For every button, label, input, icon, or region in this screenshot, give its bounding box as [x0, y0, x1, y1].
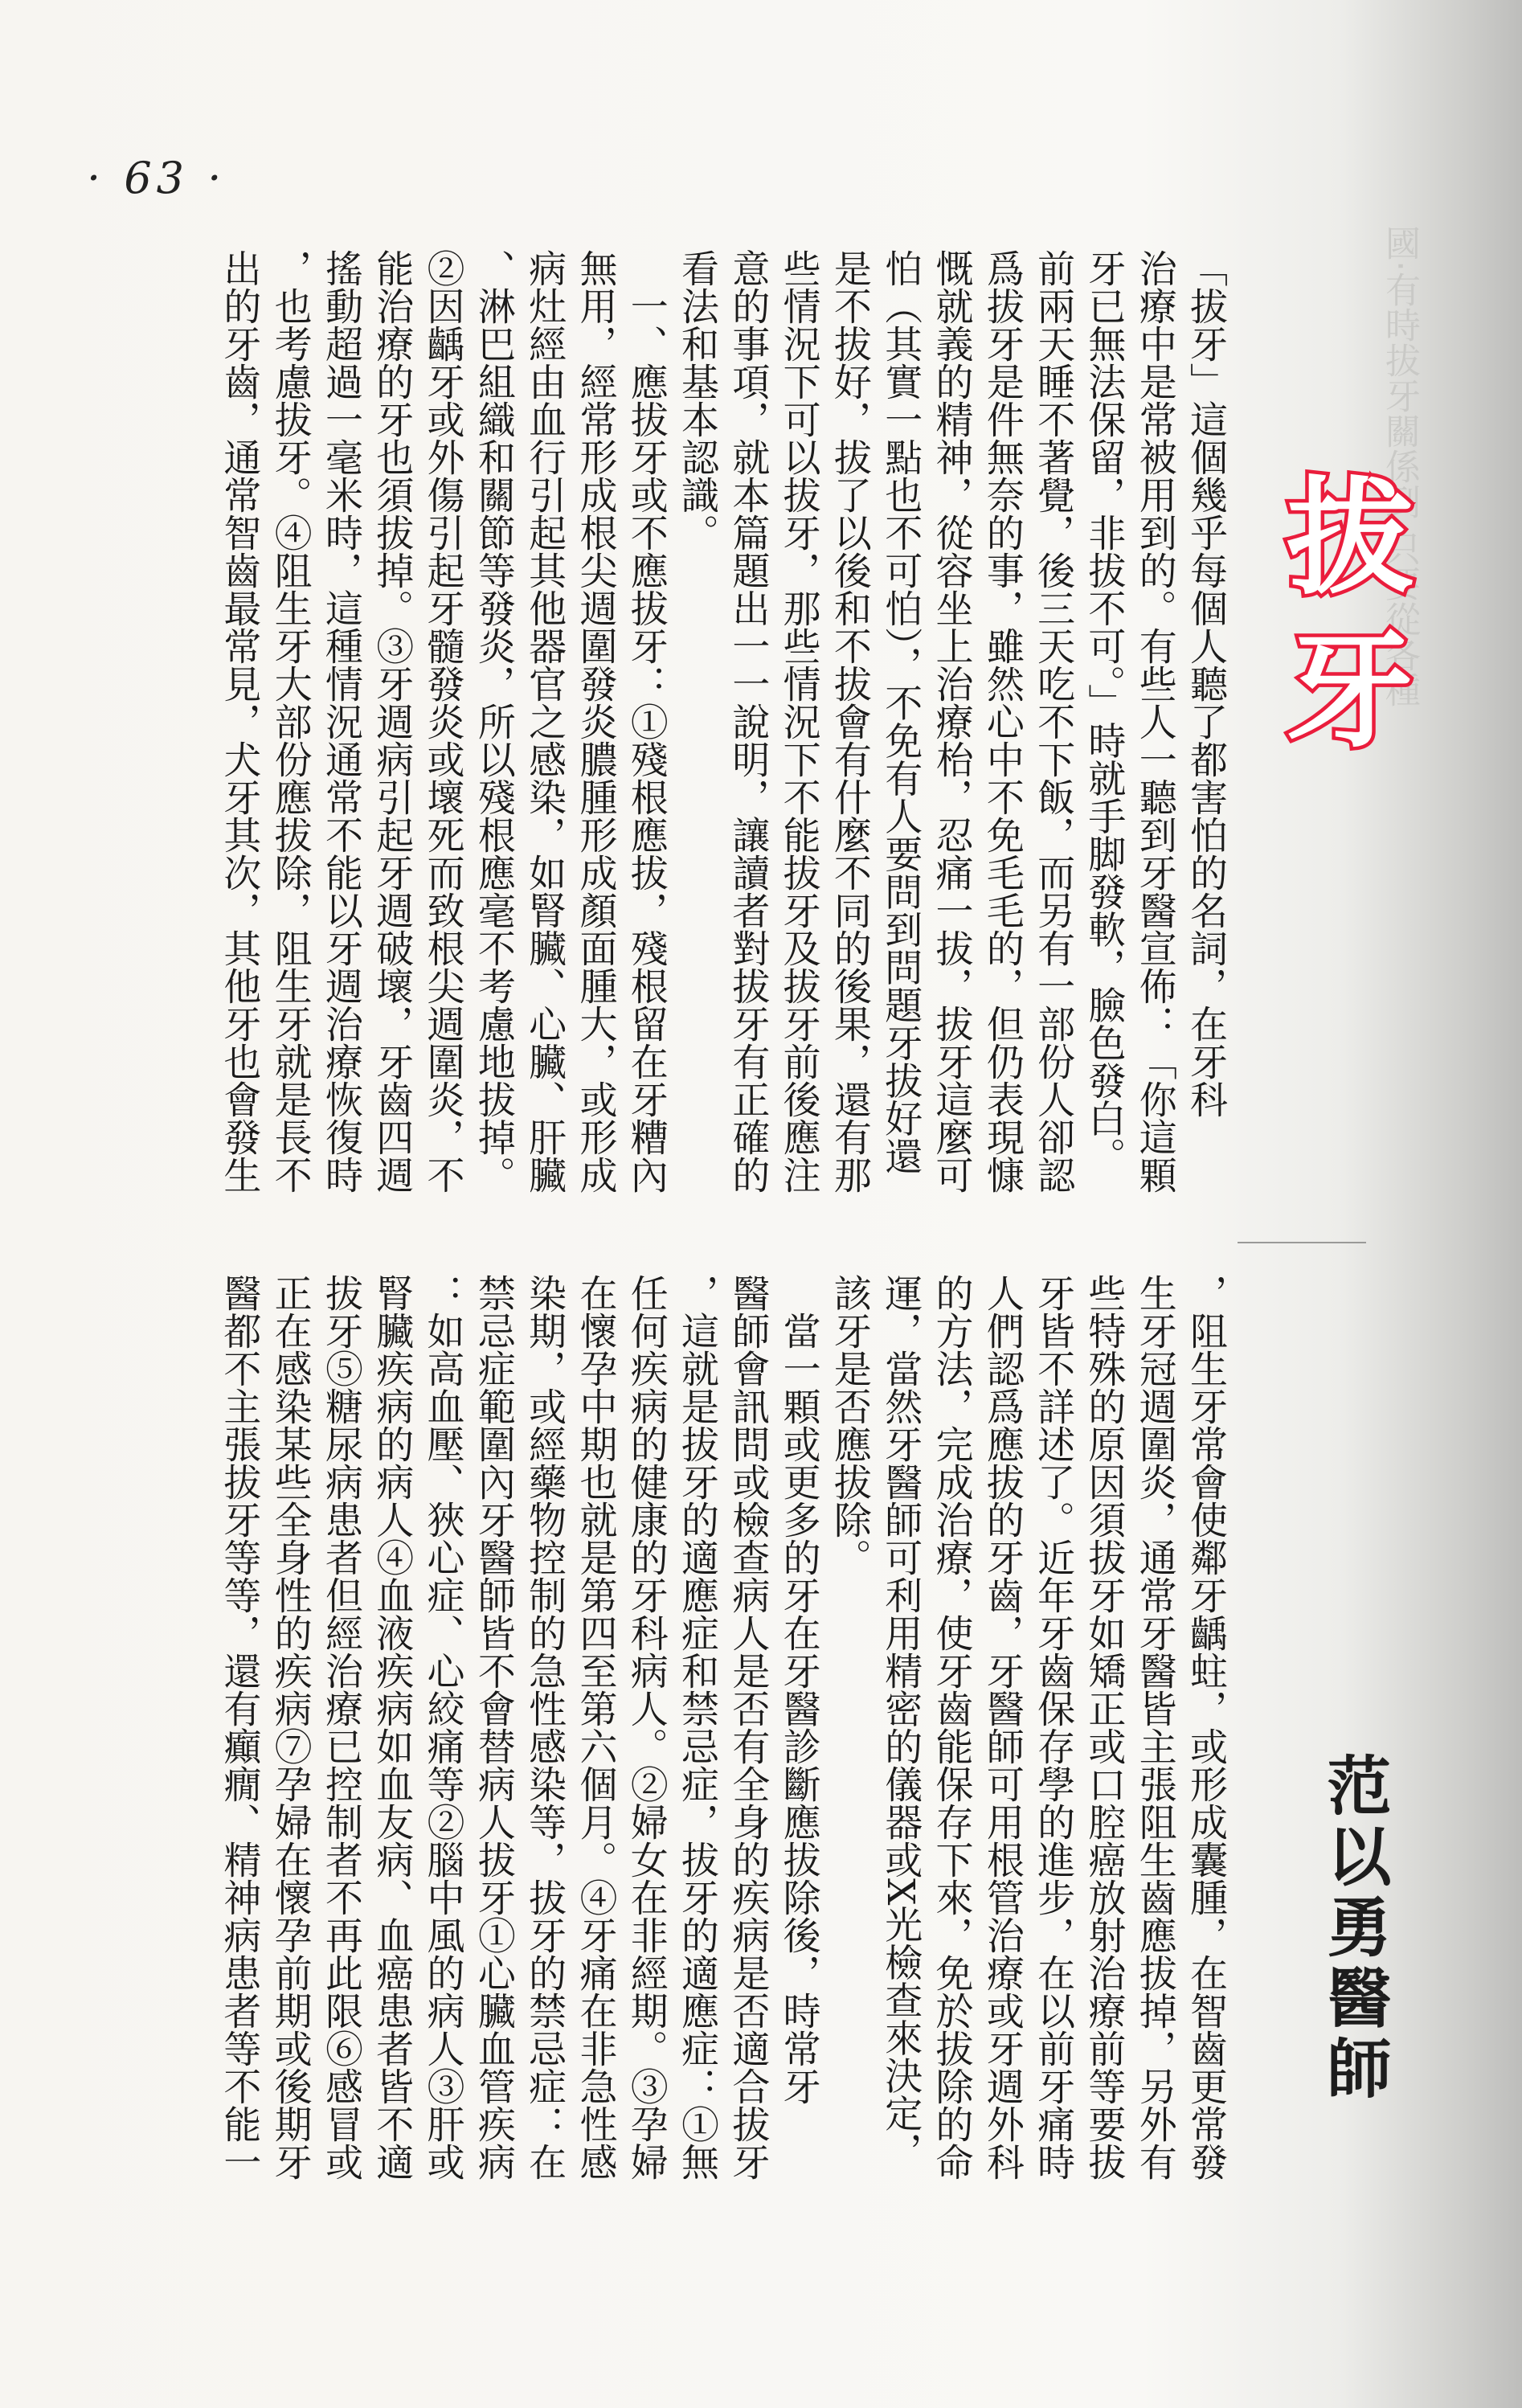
article-title-char-1: 拔: [1287, 464, 1414, 612]
author-name: 范以勇醫師: [1316, 1752, 1392, 2106]
section-divider: [1238, 1242, 1366, 1243]
article-title-char-2: 牙: [1287, 616, 1414, 765]
page-number: · 63 ·: [87, 153, 227, 203]
article-body-upper: 「拔牙」這個幾乎每個人聽了都害怕的名詞，在牙科 治療中是常被用到的。有些人一聽到牙醫宣佈：「你這顆 牙已無法保留，非拔不可。」時就手脚發軟，臉色發白。 前兩天睡不著覺，後三天吃不下飯，而另有一部份人卻認 爲拔牙是件無奈的事，雖然心中不免毛毛的，但仍表現慷 慨就義的精神，從容坐上治療枱，忍痛一拔，拔牙這麼可 怕（其實一點也不可怕），不免有人要問到問題牙拔好還 是不拔好，拔了以後和不拔會有什麼不同的後果，還有那 些情況下可以拔牙，那些情況下不能拔牙及拔牙前後應注 意的事項，就本篇題出一一說明，讓讀者對拔牙有正確的 看法和基本認識。 一、應拔牙或不應拔牙：①殘根應拔，殘根留在牙糟內 無用，經常形成根尖週圍發炎膿腫形成顏面腫大，或形成 病灶經由血行引起其他器官之感染，如腎臟、心臟、肝臟 、淋巴組織和關節等發炎，所以殘根應毫不考慮地拔掉。 ②因齲牙或外傷引起牙髓發炎或壞死而致根尖週圍炎，不 能治療的牙也須拔掉。③牙週病引起牙週破壞，牙齒四週 搖動超過一毫米時，這種情況通常不能以牙週治療恢復時 ，也考慮拔牙。④阻生牙大部份應拔除，阻生牙就是長不 出的牙齒，通常智齒最常見，犬牙其次，其他牙也會發生: [217, 249, 1228, 1194]
bleed-through-text: 國‧有時拔牙關係到‧只要從各種: [1379, 225, 1420, 707]
article-body-lower: ，阻生牙常會使鄰牙齲蛀，或形成囊腫，在智齒更常發 生牙冠週圍炎，通常牙醫皆主張阻生齒應拔掉，另外有 些特殊的原因須拔牙如矯正或口腔癌放射治療前等要拔 牙皆不詳述了。近年牙齒保存學的進步，在以前牙痛時 人們認爲應拔的牙齒，牙醫師可用根管治療或牙週外科 的方法，完成治療，使牙齒能保存下來，免於拔除的命 運，當然牙醫師可利用精密的儀器或X光檢查來決定， 該牙是否應拔除。 當一顆或更多的牙在牙醫診斷應拔除後，時常牙 醫師會訊問或檢查病人是否有全身的疾病是否適合拔牙 ，這就是拔牙的適應症和禁忌症，拔牙的適應症：①無 任何疾病的健康的牙科病人。②婦女在非經期。③孕婦 在懷孕中期也就是第四至第六個月。④牙痛在非急性感 染期，或經藥物控制的急性感染等，拔牙的禁忌症：在 禁忌症範圍內牙醫師皆不會替病人拔牙①心臟血管疾病 ：如高血壓、狹心症、心絞痛等②腦中風的病人③肝或 腎臟疾病的病人④血液疾病如血友病、血癌患者皆不適 拔牙⑤糖尿病患者但經治療已控制者不再此限⑥感冒或 正在感染某些全身性的疾病⑦孕婦在懷孕前期或後期牙 醫都不主張拔牙等等，還有癲癇、精神病患者等不能一: [217, 1274, 1228, 2181]
